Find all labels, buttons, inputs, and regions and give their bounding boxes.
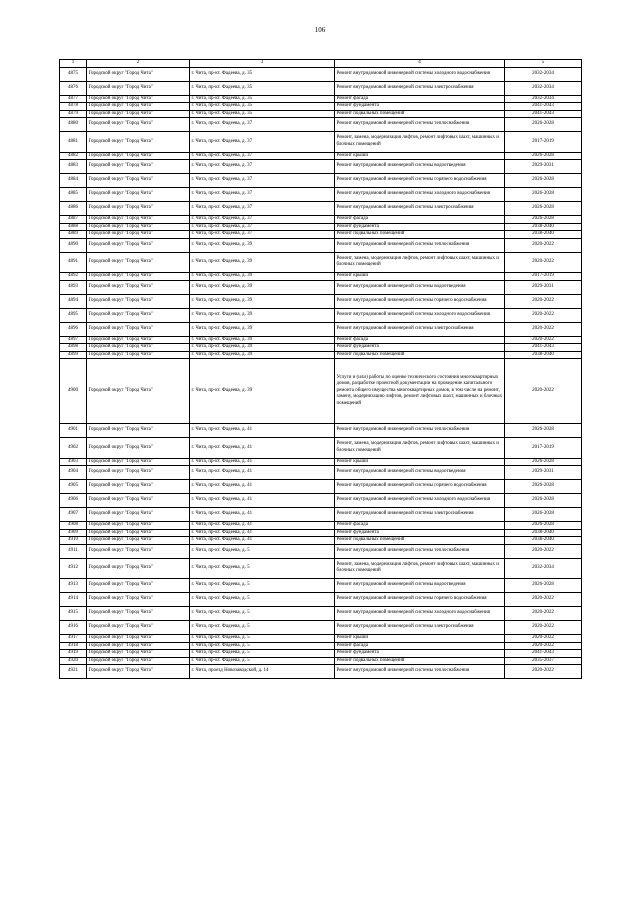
address-cell: г. Чита, пр-кт. Фадеева, д. 41 xyxy=(190,458,335,466)
period-cell: 2020-2022 xyxy=(505,322,582,336)
period-cell: 2026-2028 xyxy=(505,174,582,188)
period-cell: 2026-2028 xyxy=(505,202,582,216)
table-row xyxy=(60,202,582,216)
municipality-cell: Городской округ "Город Чита" xyxy=(87,458,190,466)
table-row xyxy=(60,252,582,273)
municipality-cell: Городской округ "Город Чита" xyxy=(87,344,190,352)
address-cell: г. Чита, пр-кт. Фадеева, д. 37 xyxy=(190,132,335,153)
row-number-cell: 4891 xyxy=(60,252,87,273)
page-number: 106 xyxy=(314,26,326,34)
table-row xyxy=(60,657,582,665)
work-type-cell: Ремонт фасада xyxy=(335,216,505,224)
period-cell: 2020-2022 xyxy=(505,642,582,650)
work-type-cell: Ремонт фасада xyxy=(335,336,505,344)
municipality-cell: Городской округ "Город Чита" xyxy=(87,223,190,231)
municipality-cell: Городской округ "Город Чита" xyxy=(87,650,190,658)
column-header-3: 3 xyxy=(190,60,335,68)
address-cell: г. Чита, проезд Новозаводской, д. 14 xyxy=(190,665,335,679)
table-row xyxy=(60,81,582,95)
work-type-cell: Ремонт внутридомовой инженерной системы электроснабжения xyxy=(335,621,505,635)
row-number-cell: 4899 xyxy=(60,351,87,359)
municipality-cell: Городской округ "Город Чита" xyxy=(87,665,190,679)
row-number-cell: 4910 xyxy=(60,537,87,545)
address-cell: г. Чита, пр-кт. Фадеева, д. 5 xyxy=(190,579,335,593)
work-type-cell: Услуги и (или) работы по оценке технического состояния многоквартирных домов, разработке проектной документации на проведение капитального ремонта общего имущества многоквартирных домов, в том числе на ремонт, замену, модернизацию лифтов, ремонт лифтовых шахт, машинных и блочных помещений xyxy=(335,359,505,424)
row-number-cell: 4879 xyxy=(60,110,87,118)
table-row xyxy=(60,273,582,281)
table-row xyxy=(60,216,582,224)
work-type-cell: Ремонт подвальных помещений xyxy=(335,110,505,118)
period-cell: 2026-2028 xyxy=(505,522,582,530)
work-type-cell: Ремонт внутридомовой инженерной системы электроснабжения xyxy=(335,202,505,216)
work-type-cell: Ремонт, замена, модернизация лифтов, ремонт лифтовых шахт, машинных и блочных помещений xyxy=(335,252,505,273)
work-type-cell: Ремонт крыши xyxy=(335,273,505,281)
row-number-cell: 4901 xyxy=(60,424,87,438)
row-number-cell: 4908 xyxy=(60,522,87,530)
row-number-cell: 4905 xyxy=(60,480,87,494)
work-type-cell: Ремонт внутридомовой инженерной системы горячего водоснабжения xyxy=(335,480,505,494)
municipality-cell: Городской округ "Город Чита" xyxy=(87,593,190,607)
work-type-cell: Ремонт крыши xyxy=(335,458,505,466)
table-row xyxy=(60,480,582,494)
period-cell: 2032-2034 xyxy=(505,95,582,103)
period-cell: 2038-2040 xyxy=(505,351,582,359)
column-header-1: 1 xyxy=(60,60,87,68)
address-cell: г. Чита, пр-кт. Фадеева, д. 35 xyxy=(190,67,335,81)
table-row xyxy=(60,544,582,558)
period-cell: 2041-2043 xyxy=(505,110,582,118)
work-type-cell: Ремонт фасада xyxy=(335,95,505,103)
period-cell: 2026-2028 xyxy=(505,188,582,202)
table-row xyxy=(60,118,582,132)
table-row xyxy=(60,621,582,635)
table-row xyxy=(60,579,582,593)
period-cell: 2017-2019 xyxy=(505,273,582,281)
address-cell: г. Чита, пр-кт. Фадеева, д. 5 xyxy=(190,607,335,621)
row-number-cell: 4882 xyxy=(60,152,87,160)
municipality-cell: Городской округ "Город Чита" xyxy=(87,103,190,111)
municipality-cell: Городской округ "Город Чита" xyxy=(87,160,190,174)
column-header-4: 4 xyxy=(335,60,505,68)
row-number-cell: 4919 xyxy=(60,650,87,658)
municipality-cell: Городской округ "Город Чита" xyxy=(87,308,190,322)
row-number-cell: 4921 xyxy=(60,665,87,679)
municipality-cell: Городской округ "Город Чита" xyxy=(87,81,190,95)
row-number-cell: 4883 xyxy=(60,160,87,174)
address-cell: г. Чита, пр-кт. Фадеева, д. 39 xyxy=(190,336,335,344)
period-cell: 2017-2019 xyxy=(505,132,582,153)
period-cell: 2032-2034 xyxy=(505,81,582,95)
work-type-cell: Ремонт крыши xyxy=(335,152,505,160)
municipality-cell: Городской округ "Город Чита" xyxy=(87,351,190,359)
work-type-cell: Ремонт внутридомовой инженерной системы водоотведения xyxy=(335,160,505,174)
municipality-cell: Городской округ "Город Чита" xyxy=(87,95,190,103)
table-row xyxy=(60,294,582,308)
row-number-cell: 4900 xyxy=(60,359,87,424)
address-cell: г. Чита, пр-кт. Фадеева, д. 5 xyxy=(190,650,335,658)
table-row xyxy=(60,529,582,537)
row-number-cell: 4893 xyxy=(60,280,87,294)
row-number-cell: 4885 xyxy=(60,188,87,202)
municipality-cell: Городской округ "Город Чита" xyxy=(87,67,190,81)
period-cell: 2026-2028 xyxy=(505,480,582,494)
municipality-cell: Городской округ "Город Чита" xyxy=(87,621,190,635)
table-row xyxy=(60,593,582,607)
address-cell: г. Чита, пр-кт. Фадеева, д. 39 xyxy=(190,294,335,308)
period-cell: 2026-2028 xyxy=(505,579,582,593)
table-row xyxy=(60,308,582,322)
address-cell: г. Чита, пр-кт. Фадеева, д. 39 xyxy=(190,252,335,273)
work-type-cell: Ремонт фасада xyxy=(335,522,505,530)
table-row xyxy=(60,607,582,621)
address-cell: г. Чита, пр-кт. Фадеева, д. 37 xyxy=(190,223,335,231)
row-number-cell: 4884 xyxy=(60,174,87,188)
table-row xyxy=(60,132,582,153)
address-cell: г. Чита, пр-кт. Фадеева, д. 41 xyxy=(190,424,335,438)
table-row xyxy=(60,508,582,522)
municipality-cell: Городской округ "Город Чита" xyxy=(87,438,190,459)
table-row xyxy=(60,223,582,231)
column-number-row xyxy=(60,60,582,68)
row-number-cell: 4904 xyxy=(60,466,87,480)
municipality-cell: Городской округ "Город Чита" xyxy=(87,231,190,239)
row-number-cell: 4907 xyxy=(60,508,87,522)
address-cell: г. Чита, пр-кт. Фадеева, д. 39 xyxy=(190,238,335,252)
period-cell: 2038-2040 xyxy=(505,537,582,545)
work-type-cell: Ремонт внутридомовой инженерной системы горячего водоснабжения xyxy=(335,593,505,607)
address-cell: г. Чита, пр-кт. Фадеева, д. 37 xyxy=(190,152,335,160)
row-number-cell: 4909 xyxy=(60,529,87,537)
municipality-cell: Городской округ "Город Чита" xyxy=(87,537,190,545)
work-type-cell: Ремонт внутридомовой инженерной системы водоотведения xyxy=(335,579,505,593)
municipality-cell: Городской округ "Город Чита" xyxy=(87,252,190,273)
municipality-cell: Городской округ "Город Чита" xyxy=(87,273,190,281)
address-cell: г. Чита, пр-кт. Фадеева, д. 5 xyxy=(190,642,335,650)
address-cell: г. Чита, пр-кт. Фадеева, д. 39 xyxy=(190,273,335,281)
work-type-cell: Ремонт внутридомовой инженерной системы теплоснабжения xyxy=(335,238,505,252)
work-type-cell: Ремонт внутридомовой инженерной системы водоотведения xyxy=(335,466,505,480)
work-type-cell: Ремонт внутридомовой инженерной системы теплоснабжения xyxy=(335,665,505,679)
table-row xyxy=(60,635,582,643)
address-cell: г. Чита, пр-кт. Фадеева, д. 35 xyxy=(190,103,335,111)
municipality-cell: Городской округ "Город Чита" xyxy=(87,294,190,308)
row-number-cell: 4878 xyxy=(60,103,87,111)
municipality-cell: Городской округ "Город Чита" xyxy=(87,174,190,188)
address-cell: г. Чита, пр-кт. Фадеева, д. 5 xyxy=(190,544,335,558)
work-type-cell: Ремонт внутридомовой инженерной системы горячего водоснабжения xyxy=(335,294,505,308)
address-cell: г. Чита, пр-кт. Фадеева, д. 41 xyxy=(190,480,335,494)
row-number-cell: 4898 xyxy=(60,344,87,352)
row-number-cell: 4912 xyxy=(60,558,87,579)
period-cell: 2041-2043 xyxy=(505,650,582,658)
period-cell: 2038-2040 xyxy=(505,223,582,231)
period-cell: 2029-2031 xyxy=(505,280,582,294)
address-cell: г. Чита, пр-кт. Фадеева, д. 37 xyxy=(190,188,335,202)
table-row xyxy=(60,322,582,336)
row-number-cell: 4894 xyxy=(60,294,87,308)
table-row xyxy=(60,558,582,579)
table-row xyxy=(60,522,582,530)
period-cell: 2041-2043 xyxy=(505,103,582,111)
work-type-cell: Ремонт, замена, модернизация лифтов, ремонт лифтовых шахт, машинных и блочных помещений xyxy=(335,132,505,153)
address-cell: г. Чита, пр-кт. Фадеева, д. 37 xyxy=(190,231,335,239)
municipality-cell: Городской округ "Город Чита" xyxy=(87,642,190,650)
address-cell: г. Чита, пр-кт. Фадеева, д. 41 xyxy=(190,438,335,459)
address-cell: г. Чита, пр-кт. Фадеева, д. 5 xyxy=(190,621,335,635)
period-cell: 2020-2022 xyxy=(505,607,582,621)
work-type-cell: Ремонт внутридомовой инженерной системы холодного водоснабжения xyxy=(335,308,505,322)
period-cell: 2017-2019 xyxy=(505,438,582,459)
work-type-cell: Ремонт фундамента xyxy=(335,650,505,658)
address-cell: г. Чита, пр-кт. Фадеева, д. 5 xyxy=(190,657,335,665)
table-row xyxy=(60,336,582,344)
municipality-cell: Городской округ "Город Чита" xyxy=(87,544,190,558)
work-type-cell: Ремонт внутридомовой инженерной системы теплоснабжения xyxy=(335,424,505,438)
address-cell: г. Чита, пр-кт. Фадеева, д. 39 xyxy=(190,322,335,336)
municipality-cell: Городской округ "Город Чита" xyxy=(87,110,190,118)
work-type-cell: Ремонт, замена, модернизация лифтов, ремонт лифтовых шахт, машинных и блочных помещений xyxy=(335,438,505,459)
period-cell: 2026-2028 xyxy=(505,458,582,466)
period-cell: 2029-2031 xyxy=(505,160,582,174)
table-row xyxy=(60,359,582,424)
municipality-cell: Городской округ "Город Чита" xyxy=(87,607,190,621)
municipality-cell: Городской округ "Город Чита" xyxy=(87,480,190,494)
row-number-cell: 4917 xyxy=(60,635,87,643)
period-cell: 2026-2028 xyxy=(505,424,582,438)
period-cell: 2020-2022 xyxy=(505,308,582,322)
work-type-cell: Ремонт внутридомовой инженерной системы водоотведения xyxy=(335,280,505,294)
period-cell: 2026-2028 xyxy=(505,494,582,508)
municipality-cell: Городской округ "Город Чита" xyxy=(87,280,190,294)
municipality-cell: Городской округ "Город Чита" xyxy=(87,579,190,593)
address-cell: г. Чита, пр-кт. Фадеева, д. 35 xyxy=(190,81,335,95)
address-cell: г. Чита, пр-кт. Фадеева, д. 41 xyxy=(190,537,335,545)
municipality-cell: Городской округ "Город Чита" xyxy=(87,322,190,336)
period-cell: 2026-2028 xyxy=(505,216,582,224)
municipality-cell: Городской округ "Город Чита" xyxy=(87,152,190,160)
address-cell: г. Чита, пр-кт. Фадеева, д. 37 xyxy=(190,118,335,132)
address-cell: г. Чита, пр-кт. Фадеева, д. 5 xyxy=(190,558,335,579)
work-type-cell: Ремонт, замена, модернизация лифтов, ремонт лифтовых шахт, машинных и блочных помещений xyxy=(335,558,505,579)
municipality-cell: Городской округ "Город Чита" xyxy=(87,216,190,224)
address-cell: г. Чита, пр-кт. Фадеева, д. 41 xyxy=(190,494,335,508)
municipality-cell: Городской округ "Город Чита" xyxy=(87,188,190,202)
period-cell: 2020-2022 xyxy=(505,593,582,607)
table-row xyxy=(60,642,582,650)
period-cell: 2026-2028 xyxy=(505,118,582,132)
period-cell: 2020-2022 xyxy=(505,238,582,252)
period-cell: 2032-2034 xyxy=(505,558,582,579)
address-cell: г. Чита, пр-кт. Фадеева, д. 5 xyxy=(190,593,335,607)
work-type-cell: Ремонт внутридомовой инженерной системы холодного водоснабжения xyxy=(335,607,505,621)
row-number-cell: 4918 xyxy=(60,642,87,650)
table-row xyxy=(60,438,582,459)
row-number-cell: 4888 xyxy=(60,223,87,231)
address-cell: г. Чита, пр-кт. Фадеева, д. 37 xyxy=(190,174,335,188)
period-cell: 2020-2022 xyxy=(505,621,582,635)
row-number-cell: 4916 xyxy=(60,621,87,635)
period-cell: 2041-2043 xyxy=(505,344,582,352)
work-type-cell: Ремонт внутридомовой инженерной системы теплоснабжения xyxy=(335,544,505,558)
work-type-cell: Ремонт крыши xyxy=(335,635,505,643)
address-cell: г. Чита, пр-кт. Фадеева, д. 41 xyxy=(190,466,335,480)
work-type-cell: Ремонт фундамента xyxy=(335,344,505,352)
row-number-cell: 4895 xyxy=(60,308,87,322)
municipality-cell: Городской округ "Город Чита" xyxy=(87,558,190,579)
row-number-cell: 4889 xyxy=(60,231,87,239)
address-cell: г. Чита, пр-кт. Фадеева, д. 5 xyxy=(190,635,335,643)
period-cell: 2020-2022 xyxy=(505,252,582,273)
work-type-cell: Ремонт подвальных помещений xyxy=(335,231,505,239)
row-number-cell: 4876 xyxy=(60,81,87,95)
work-type-cell: Ремонт внутридомовой инженерной системы холодного водоснабжения xyxy=(335,67,505,81)
work-type-cell: Ремонт внутридомовой инженерной системы теплоснабжения xyxy=(335,118,505,132)
municipality-cell: Городской округ "Город Чита" xyxy=(87,336,190,344)
row-number-cell: 4903 xyxy=(60,458,87,466)
municipality-cell: Городской округ "Город Чита" xyxy=(87,118,190,132)
table-row xyxy=(60,424,582,438)
row-number-cell: 4902 xyxy=(60,438,87,459)
work-type-cell: Ремонт внутридомовой инженерной системы холодного водоснабжения xyxy=(335,494,505,508)
row-number-cell: 4920 xyxy=(60,657,87,665)
row-number-cell: 4906 xyxy=(60,494,87,508)
row-number-cell: 4890 xyxy=(60,238,87,252)
work-type-cell: Ремонт подвальных помещений xyxy=(335,351,505,359)
work-type-cell: Ремонт фундамента xyxy=(335,529,505,537)
table-row xyxy=(60,160,582,174)
municipality-cell: Городской округ "Город Чита" xyxy=(87,635,190,643)
work-type-cell: Ремонт внутридомовой инженерной системы электроснабжения xyxy=(335,81,505,95)
row-number-cell: 4914 xyxy=(60,593,87,607)
table-row xyxy=(60,280,582,294)
table-row xyxy=(60,103,582,111)
table-row xyxy=(60,174,582,188)
municipality-cell: Городской округ "Город Чита" xyxy=(87,529,190,537)
address-cell: г. Чита, пр-кт. Фадеева, д. 41 xyxy=(190,529,335,537)
column-header-5: 5 xyxy=(505,60,582,68)
period-cell: 2020-2022 xyxy=(505,359,582,424)
municipality-cell: Городской округ "Город Чита" xyxy=(87,359,190,424)
table-row xyxy=(60,238,582,252)
period-cell: 2032-2034 xyxy=(505,67,582,81)
row-number-cell: 4915 xyxy=(60,607,87,621)
address-cell: г. Чита, пр-кт. Фадеева, д. 39 xyxy=(190,280,335,294)
row-number-cell: 4887 xyxy=(60,216,87,224)
municipality-cell: Городской округ "Город Чита" xyxy=(87,494,190,508)
capital-repair-table xyxy=(59,59,582,679)
row-number-cell: 4886 xyxy=(60,202,87,216)
row-number-cell: 4892 xyxy=(60,273,87,281)
work-type-cell: Ремонт внутридомовой инженерной системы электроснабжения xyxy=(335,508,505,522)
work-type-cell: Ремонт подвальных помещений xyxy=(335,537,505,545)
period-cell: 2020-2022 xyxy=(505,635,582,643)
work-type-cell: Ремонт подвальных помещений xyxy=(335,657,505,665)
period-cell: 2026-2028 xyxy=(505,152,582,160)
work-type-cell: Ремонт фундамента xyxy=(335,223,505,231)
municipality-cell: Городской округ "Город Чита" xyxy=(87,424,190,438)
address-cell: г. Чита, пр-кт. Фадеева, д. 39 xyxy=(190,344,335,352)
period-cell: 2020-2022 xyxy=(505,665,582,679)
municipality-cell: Городской округ "Город Чита" xyxy=(87,132,190,153)
address-cell: г. Чита, пр-кт. Фадеева, д. 39 xyxy=(190,359,335,424)
row-number-cell: 4896 xyxy=(60,322,87,336)
address-cell: г. Чита, пр-кт. Фадеева, д. 35 xyxy=(190,95,335,103)
address-cell: г. Чита, пр-кт. Фадеева, д. 41 xyxy=(190,522,335,530)
table-row xyxy=(60,458,582,466)
table-row xyxy=(60,344,582,352)
table-row xyxy=(60,67,582,81)
row-number-cell: 4897 xyxy=(60,336,87,344)
table-row xyxy=(60,351,582,359)
address-cell: г. Чита, пр-кт. Фадеева, д. 37 xyxy=(190,160,335,174)
work-type-cell: Ремонт фасада xyxy=(335,642,505,650)
table-row xyxy=(60,188,582,202)
table-row xyxy=(60,466,582,480)
period-cell: 2026-2028 xyxy=(505,508,582,522)
municipality-cell: Городской округ "Город Чита" xyxy=(87,238,190,252)
address-cell: г. Чита, пр-кт. Фадеева, д. 41 xyxy=(190,508,335,522)
period-cell: 2020-2022 xyxy=(505,544,582,558)
row-number-cell: 4875 xyxy=(60,67,87,81)
table-row xyxy=(60,95,582,103)
address-cell: г. Чита, пр-кт. Фадеева, д. 39 xyxy=(190,308,335,322)
work-type-cell: Ремонт фундамента xyxy=(335,103,505,111)
row-number-cell: 4881 xyxy=(60,132,87,153)
municipality-cell: Городской округ "Город Чита" xyxy=(87,508,190,522)
row-number-cell: 4877 xyxy=(60,95,87,103)
table-row xyxy=(60,537,582,545)
address-cell: г. Чита, пр-кт. Фадеева, д. 37 xyxy=(190,216,335,224)
municipality-cell: Городской округ "Город Чита" xyxy=(87,657,190,665)
work-type-cell: Ремонт внутридомовой инженерной системы холодного водоснабжения xyxy=(335,188,505,202)
address-cell: г. Чита, пр-кт. Фадеева, д. 35 xyxy=(190,110,335,118)
table-row xyxy=(60,152,582,160)
municipality-cell: Городской округ "Город Чита" xyxy=(87,466,190,480)
row-number-cell: 4911 xyxy=(60,544,87,558)
period-cell: 2038-2040 xyxy=(505,231,582,239)
address-cell: г. Чита, пр-кт. Фадеева, д. 39 xyxy=(190,351,335,359)
period-cell: 2020-2022 xyxy=(505,336,582,344)
period-cell: 2020-2022 xyxy=(505,294,582,308)
period-cell: 2038-2040 xyxy=(505,529,582,537)
work-type-cell: Ремонт внутридомовой инженерной системы горячего водоснабжения xyxy=(335,174,505,188)
period-cell: 2029-2031 xyxy=(505,466,582,480)
table-row xyxy=(60,650,582,658)
municipality-cell: Городской округ "Город Чита" xyxy=(87,202,190,216)
address-cell: г. Чита, пр-кт. Фадеева, д. 37 xyxy=(190,202,335,216)
municipality-cell: Городской округ "Город Чита" xyxy=(87,522,190,530)
row-number-cell: 4880 xyxy=(60,118,87,132)
period-cell: 2035-2037 xyxy=(505,657,582,665)
work-type-cell: Ремонт внутридомовой инженерной системы электроснабжения xyxy=(335,322,505,336)
column-header-2: 2 xyxy=(87,60,190,68)
table-row xyxy=(60,494,582,508)
table-row xyxy=(60,665,582,679)
table-row xyxy=(60,110,582,118)
row-number-cell: 4913 xyxy=(60,579,87,593)
table-row xyxy=(60,231,582,239)
